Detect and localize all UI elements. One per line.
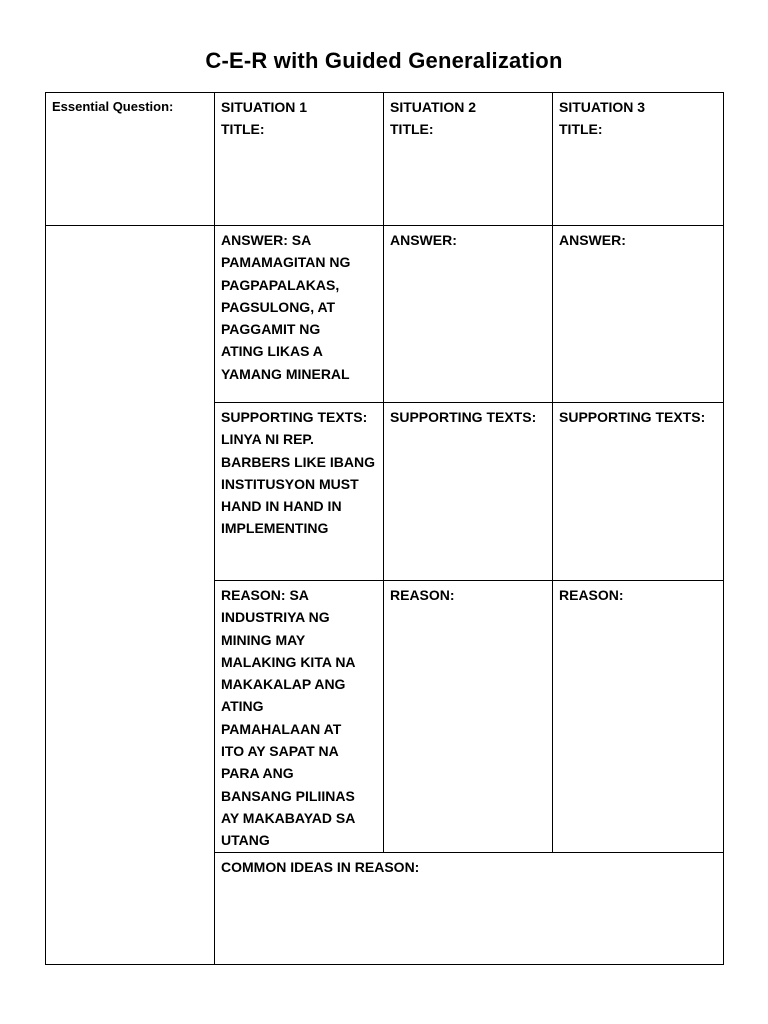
- situation-1-supporting-cell: [215, 403, 384, 581]
- situation-2-supporting-texts: SUPPORTING TEXTS:: [390, 409, 537, 425]
- situation-2-answer-cell: [384, 226, 553, 403]
- situation-3-supporting-cell: [553, 403, 724, 581]
- header-row: [46, 93, 724, 226]
- answer-row: [46, 226, 724, 403]
- situation-2-heading: SITUATION 2: [390, 99, 477, 115]
- situation-2-reason-cell: [384, 581, 553, 853]
- common-ideas-label: COMMON IDEAS IN REASON:: [221, 858, 420, 875]
- essential-question-cell: [46, 93, 215, 226]
- situation-2-header-cell: [384, 93, 553, 226]
- situation-2-title-label: TITLE:: [390, 121, 434, 138]
- situation-1-answer: ANSWER: SA PAMAMAGITAN NG PAGPAPALAKAS, PAGSULONG, AT PAGGAMIT NG ATING LIKAS A YAMANG MINERAL: [221, 232, 351, 382]
- situation-3-supporting-texts: SUPPORTING TEXTS:: [559, 409, 706, 425]
- situation-1-reason: REASON: SA INDUSTRIYA NG MINING MAY MALAKING KITA NA MAKAKALAP ANG ATING PAMAHALAAN AT ITO AY SAPAT NA PARA ANG BANSANG PILIINAS AY MAKABAYAD SA UTANG: [221, 587, 356, 849]
- situation-1-answer-cell: [215, 226, 384, 403]
- situation-2-supporting-cell: [384, 403, 553, 581]
- situation-1-reason-cell: [215, 581, 384, 853]
- situation-2-reason: REASON:: [390, 587, 455, 603]
- situation-1-title-label: TITLE:: [221, 121, 265, 138]
- situation-1-heading: SITUATION 1: [221, 99, 308, 115]
- situation-3-title-label: TITLE:: [559, 121, 603, 138]
- situation-3-reason-cell: [553, 581, 724, 853]
- situation-1-header-cell: [215, 93, 384, 226]
- common-ideas-cell: [215, 852, 724, 964]
- cer-table: [45, 92, 724, 965]
- essential-question-answer-area: [46, 226, 215, 965]
- situation-3-answer: ANSWER:: [559, 232, 626, 248]
- situation-1-supporting-texts: SUPPORTING TEXTS: LINYA NI REP. BARBERS LIKE IBANG INSTITUSYON MUST HAND IN HAND IN IMPLEMENTING: [221, 409, 376, 537]
- situation-3-header-cell: [553, 93, 724, 226]
- situation-3-heading: SITUATION 3: [559, 99, 646, 115]
- essential-question-label: Essential Question:: [52, 99, 174, 114]
- document-title: C-E-R with Guided Generalization: [205, 48, 563, 73]
- situation-2-answer: ANSWER:: [390, 232, 457, 248]
- situation-3-answer-cell: [553, 226, 724, 403]
- situation-3-reason: REASON:: [559, 587, 624, 603]
